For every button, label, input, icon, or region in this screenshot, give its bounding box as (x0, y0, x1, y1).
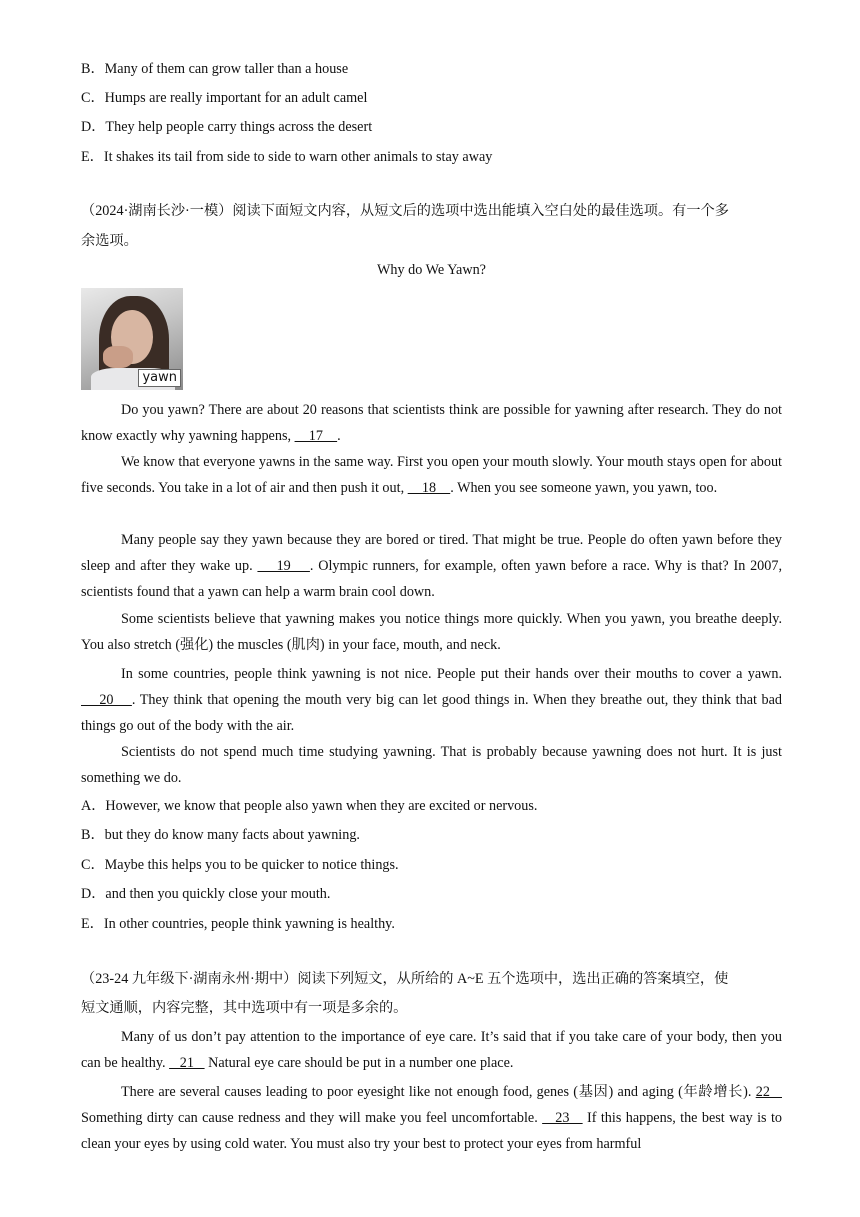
section2-paragraph-1: Many of us don’t pay attention to the importance of eye care. It’s said that if you take care of your body, then you can be healthy. 21 Natural eye care should be put in a number one place. (81, 1029, 782, 1071)
prev-option-d: D．They help people carry things across the desert (81, 119, 373, 135)
section2-instruction-line1: （23-24 九年级下·湖南永州·期中）阅读下列短文，从所给的 A~E 五个选项中，选出正确的答案填空，使 (81, 971, 729, 987)
prev-option-e: E．It shakes its tail from side to side to warn other animals to stay away (81, 149, 493, 165)
blank-23[interactable]: 23 (542, 1110, 583, 1126)
section2-instruction-line2: 短文通顺，内容完整，其中选项中有一项是多余的。 (81, 1000, 408, 1016)
option-a: A．However, we know that people also yawn when they are excited or nervous. (81, 798, 538, 814)
blank-18[interactable]: 18 (407, 480, 451, 496)
prev-option-c: C．Humps are really important for an adult camel (81, 90, 368, 106)
section1-instruction-line1: （2024·湖南长沙·一模）阅读下面短文内容，从短文后的选项中选出能填入空白处的最佳选项。有一个多 (81, 203, 729, 219)
option-b: B．but they do know many facts about yawning. (81, 827, 360, 843)
option-c: C．Maybe this helps you to be quicker to notice things. (81, 857, 399, 873)
prev-option-b: B．Many of them can grow taller than a house (81, 61, 349, 77)
blank-22[interactable]: 22 (755, 1084, 782, 1100)
paragraph-4: Some scientists believe that yawning makes you notice things more quickly. When you yawn, you breathe deeply. You also stretch (强化) the muscles (肌肉) in your face, mouth, and neck. (81, 611, 782, 653)
passage-title: Why do We Yawn? (377, 262, 486, 278)
paragraph-3: Many people say they yawn because they are bored or tired. That might be true. People do often yawn before they sleep and after they wake up. 19 . Olympic runners, for example, often yawn before a race. Why is that? In 2007, scientists found that a yawn can help a warm brain cool down. (81, 532, 783, 600)
blank-20[interactable]: 20 (81, 692, 132, 708)
image-label: yawn (138, 369, 181, 387)
option-d: D．and then you quickly close your mouth. (81, 886, 331, 902)
blank-17[interactable]: 17 (294, 428, 338, 444)
paragraph-6: Scientists do not spend much time studying yawning. That is probably because yawning does not hurt. It is just something we do. (81, 744, 782, 786)
section2-paragraph-2: There are several causes leading to poor eyesight like not enough food, genes (基因) and aging (年龄增长). 22 Something dirty can cause redness and they will make you feel uncomfortable. 23 If this happens, the best way is to clean your eyes by using cold water. You must also try your best to protect your eyes from harmful (81, 1084, 782, 1152)
paragraph-1: Do you yawn? There are about 20 reasons that scientists think are possible for yawning after research. They do not know exactly why yawning happens, 17 . (81, 402, 782, 444)
blank-21[interactable]: 21 (169, 1055, 205, 1071)
blank-19[interactable]: 19 (257, 558, 310, 574)
paragraph-2: We know that everyone yawns in the same way. First you open your mouth slowly. Your mouth stays open for about five seconds. You take in a lot of air and then push it out, 18 . When you see someone yawn, you yawn, too. (81, 454, 782, 496)
section1-instruction-line2: 余选项。 (81, 233, 138, 249)
option-e: E．In other countries, people think yawning is healthy. (81, 916, 395, 932)
yawning-woman-image (81, 288, 183, 390)
paragraph-5: In some countries, people think yawning is not nice. People put their hands over their mouths to cover a yawn. 20 . They think that opening the mouth very big can let good things in. When they breathe out, they think that bad things go out of the body with the air. (81, 666, 782, 734)
